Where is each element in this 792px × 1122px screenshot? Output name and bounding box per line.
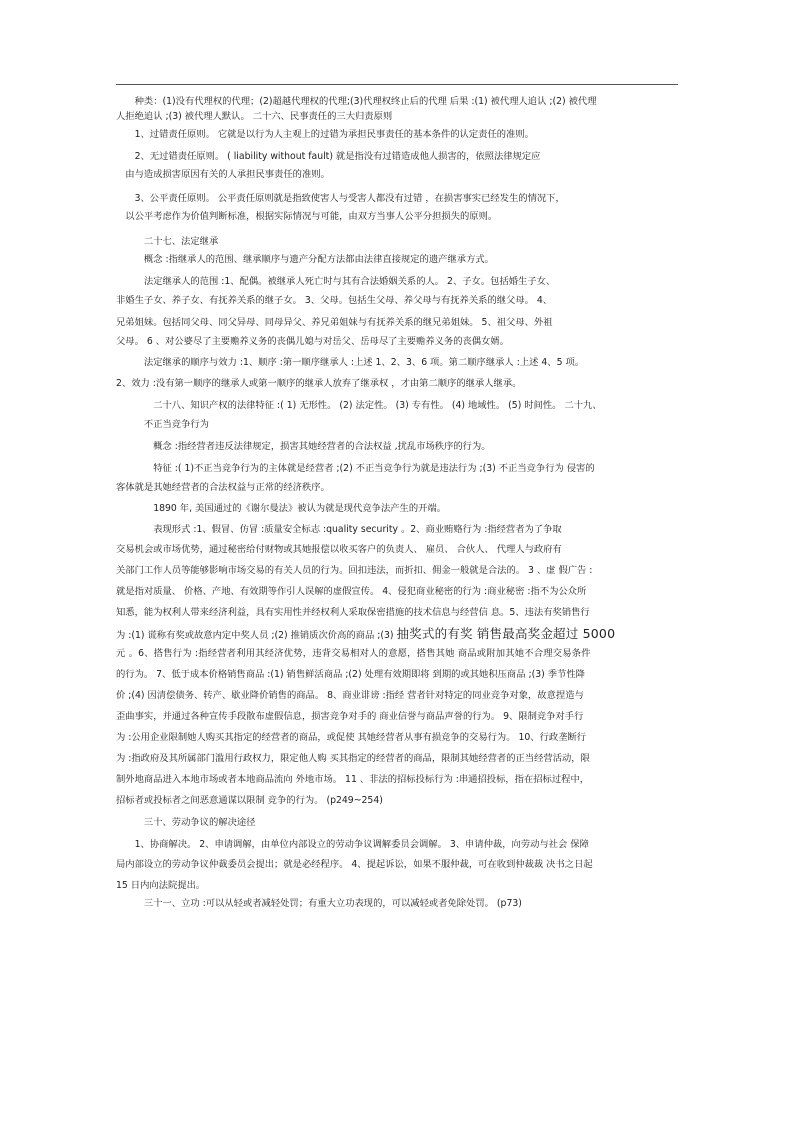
text-line: 由与造成损害原因有关的人承担民事责任的准则。 bbox=[116, 169, 330, 180]
large-text-fragment: 抽奖式的有奖 销售最高奖金超过 5000 bbox=[396, 627, 616, 641]
text-line: 非婚生子女、养子女、有抚养关系的继子女。 3、父母。包括生父母、养父母与有抚养关系的继父母。 4、 bbox=[116, 295, 553, 306]
section-heading: 三十一、立功 :可以从轻或者减轻处罚；有重大立功表现的，可以减轻或者免除处罚。 (p73) bbox=[116, 898, 522, 909]
text-line: 的行为。 7、低于成本价格销售商品 :(1) 销售鲜活商品 ;(2) 处理有效期即将 到期的或其她积压商品 ;(3) 季节性降 bbox=[116, 669, 585, 680]
section-heading: 三十、劳动争议的解决途径 bbox=[116, 817, 256, 828]
text-fragment: 为 :(1) 谎称有奖或故意内定中奖人员 ;(2) 推销质次价高的商品 ;(3) bbox=[116, 630, 397, 641]
text-line: 为 :公用企业限制她人购买其指定的经营者的商品，或促使 其她经营者从事有损竞争的交易行为。 10、行政垄断行 bbox=[116, 732, 587, 743]
text-line: 局内部设立的劳动争议仲裁委员会提出；就是必经程序。 4、提起诉讼，如果不服仲裁，可在收到仲裁裁 决书之日起 bbox=[116, 859, 593, 870]
text-line: 概念 :指继承人的范围、继承顺序与遗产分配方法都由法律直接规定的遗产继承方式。 bbox=[116, 254, 494, 265]
text-line: 知悉，能为权利人带来经济利益，具有实用性并经权利人采取保密措施的技术信息与经营信 息。5、违法有奖销售行 bbox=[116, 607, 590, 618]
text-line: 概念 :指经营者违反法律规定，损害其她经营者的合法权益 ,扰乱市场秩序的行为。 bbox=[116, 441, 491, 452]
text-line: 1、过错责任原则。 它就是以行为人主观上的过错为承担民事责任的基本条件的认定责任的准则。 bbox=[116, 129, 534, 140]
text-line: 15 日内向法院提出。 bbox=[116, 880, 206, 891]
text-line: 法定继承人的范围 :1、配偶。被继承人死亡时与其有合法婚姻关系的人。 2、子女。包括婚生子女、 bbox=[116, 276, 556, 287]
text-line: 法定继承的顺序与效力 :1、顺序 :第一顺序继承人 :上述 1、2、3、6 项。第二顺序继承人 :上述 4、5 项。 bbox=[116, 357, 585, 368]
text-line: 2、无过错责任原则。 ( liability without fault) 就是指没有过错造成他人损害的，依照法律规定应 bbox=[116, 151, 541, 162]
text-line: 交易机会或市场优势，通过秘密给付财物或其她报偿以收买客户的负责人、 雇员、 合伙人、 代理人与政府有 bbox=[116, 544, 562, 555]
text-line: 就是指对质量、 价格、产地、有效期等作引人误解的虚假宣传。 4、侵犯商业秘密的行为 :商业秘密 :指不为公众所 bbox=[116, 586, 587, 597]
text-line: 客体就是其她经营者的合法权益与正常的经济秩序。 bbox=[116, 482, 330, 493]
text-line: 为 :指政府及其所属部门滥用行政权力，限定他人购 买其指定的经营者的商品，限制其她经营者的正当经营活动，限 bbox=[116, 753, 590, 764]
text-line: 歪曲事实，并通过各种宣传手段散布虚假信息，损害竞争对手的 商业信誉与商品声誉的行为。 9、限制竞争对手行 bbox=[116, 711, 584, 722]
text-line: 兄弟姐妹。包括同父母、同父异母、同母异父、养兄弟姐妹与有抚养关系的继兄弟姐妹。 5、祖父母、外祖 bbox=[116, 317, 553, 328]
text-line: 招标者或投标者之间恶意通谋以限制 竞争的行为。 (p249~254) bbox=[116, 795, 383, 806]
text-line: 父母。 6 、对公婆尽了主要赡养义务的丧偶儿媳与对岳父、岳母尽了主要赡养义务的丧偶女婿。 bbox=[116, 336, 509, 347]
section-heading: 不正当竞争行为 bbox=[116, 419, 209, 430]
text-line bbox=[116, 627, 678, 643]
text-line: 2、效力 :没有第一顺序的继承人或第一顺序的继承人放弃了继承权 ，才由第二顺序的继承人继承。 bbox=[116, 378, 522, 389]
text-line: 二十八、知识产权的法律特征 :( 1) 无形性。 (2) 法定性。 (3) 专有性。 (4) 地域性。 (5) 时间性。 二十九、 bbox=[116, 400, 602, 411]
text-line: 价 ;(4) 因清偿债务、转产、歇业降价销售的商品。 8、商业诽谤 :指经 营者针对特定的同业竞争对象，故意捏造与 bbox=[116, 690, 584, 701]
text-line: 人拒绝追认 ;(3) 被代理人默认。 二十六、民事责任的三大归责原则 bbox=[116, 111, 393, 122]
text-line: 1、协商解决。 2、申请调解，由单位内部设立的劳动争议调解委员会调解。 3、申请仲裁，向劳动与社会 保障 bbox=[116, 839, 589, 850]
header-rule bbox=[116, 84, 678, 85]
text-line bbox=[116, 645, 678, 661]
text-line: 种类：(1)没有代理权的代理；(2)超越代理权的代理;(3)代理权终止后的代理 后果 :(1) 被代理人追认 ;(2) 被代理 bbox=[116, 96, 597, 107]
text-line: 表现形式 :1、假冒、仿冒 :质量安全标志 :quality security 。2、商业贿赂行为 :指经营者为了争取 bbox=[116, 524, 562, 535]
text-line: 3、公平责任原则。 公平责任原则就是指致使害人与受害人都没有过错 ，在损害事实已经发生的情况下， bbox=[116, 193, 565, 204]
text-line: 关部门工作人员等能够影响市场交易的有关人员的行为。回扣违法，而折扣、佣金一般就是合法的。 3 、虚 假广告 : bbox=[116, 565, 593, 576]
text-line: 制外地商品进入本地市场或者本地商品流向 外地市场。 11 、非法的招标投标行为 :串通招投标，指在招标过程中， bbox=[116, 774, 590, 785]
text-line: 特征 :( 1)不正当竞争行为的主体就是经营者 ;(2) 不正当竞争行为就是违法行为 ;(3) 不正当竞争行为 侵害的 bbox=[116, 463, 595, 474]
text-line: 1890 年, 美国通过的《谢尔曼法》被认为就是现代竞争法产生的开端。 bbox=[116, 503, 447, 514]
text-fragment: 元 。6、搭售行为 :指经营者利用其经济优势，违背交易相对人的意愿，搭售其她 商品或附加其她不合理交易条件 bbox=[116, 648, 591, 659]
text-line: 以公平考虑作为价值判断标准，根据实际情况与可能，由双方当事人公平分担损失的原则。 bbox=[116, 211, 498, 222]
section-heading: 二十七、法定继承 bbox=[116, 236, 219, 247]
